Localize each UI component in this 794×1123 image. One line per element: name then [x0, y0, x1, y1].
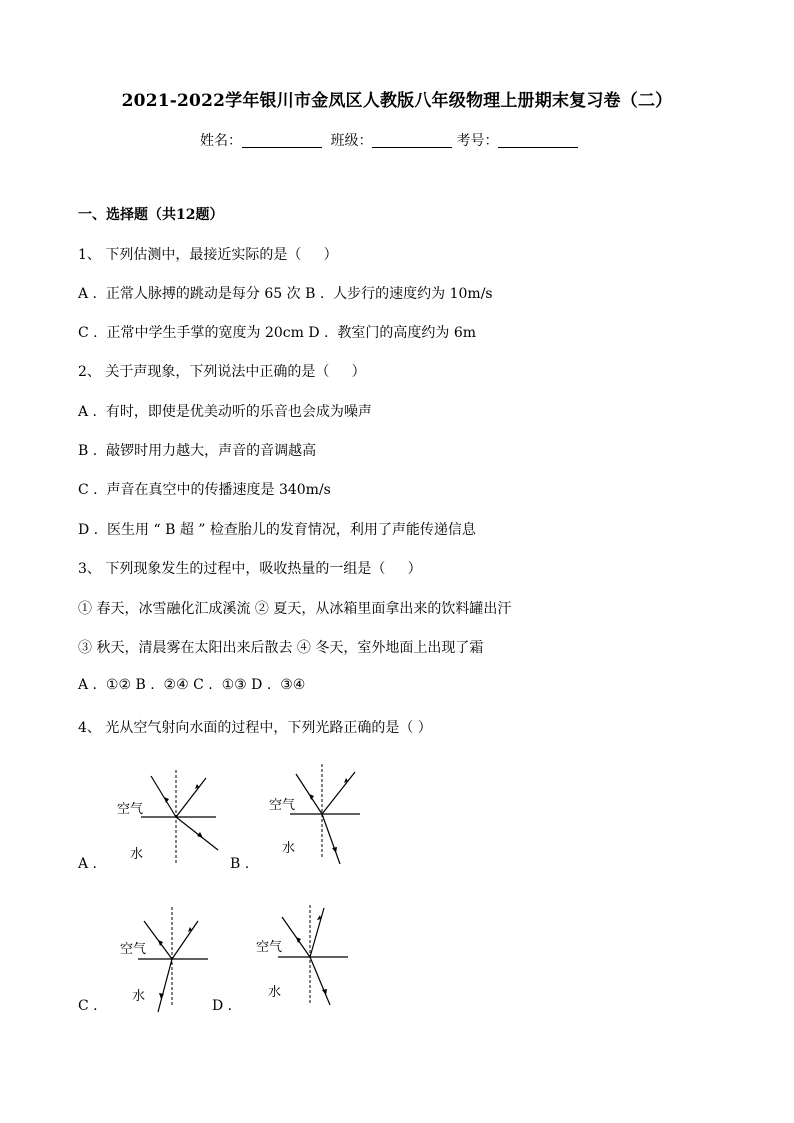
name-blank[interactable] [242, 133, 322, 148]
q4-option-c: C . [78, 998, 98, 1014]
q3-options: A . ①② B . ②④ C . ①③ D . ③④ [78, 677, 306, 693]
q2-option-d: D . 医生用 “ B 超 ” 检查胎儿的发育情况，利用了声能传递信息 [78, 522, 476, 538]
q1-options-cd: C . 正常中学生手掌的宽度为 20cm D . 教室门的高度约为 6m [78, 325, 477, 341]
class-blank[interactable] [372, 133, 452, 148]
section-heading: 一、选择题（共12题） [78, 207, 224, 223]
diagram-b [260, 764, 380, 874]
q1-options-ab: A . 正常人脉搏的跳动是每分 65 次 B . 人步行的速度约为 10m/s [78, 286, 493, 302]
reflected-ray [176, 778, 206, 817]
page-title: 2021-2022学年银川市金凤区人教版八年级物理上册期末复习卷（二） [121, 91, 673, 111]
q1-stem: 1、 下列估测中，最接近实际的是（ ） [78, 247, 338, 263]
name-label: 姓名： [200, 133, 242, 149]
exam-no-blank[interactable] [498, 133, 578, 148]
water-label: 水 [268, 985, 282, 1000]
q2-option-c: C . 声音在真空中的传播速度是 340m/s [78, 482, 331, 498]
water-label: 水 [130, 847, 144, 862]
refracted-ray [176, 817, 218, 850]
q4-option-a: A . [78, 856, 98, 872]
q3-items-1: ① 春天，冰雪融化汇成溪流 ② 夏天，从冰箱里面拿出来的饮料罐出汗 [78, 601, 512, 617]
arrow-icon [164, 797, 169, 803]
air-label: 空气 [117, 802, 144, 817]
student-info-row [200, 130, 582, 150]
refracted-ray [310, 957, 330, 1005]
water-label: 水 [282, 841, 296, 856]
reflected-ray [172, 921, 198, 959]
air-label: 空气 [269, 798, 296, 813]
incident-ray [151, 776, 176, 817]
q3-stem: 3、 下列现象发生的过程中，吸收热量的一组是（ ） [78, 561, 422, 577]
exam-no-label: 考号： [456, 133, 499, 149]
q3-items-2: ③ 秋天，清晨雾在太阳出来后散去 ④ 冬天，室外地面上出现了霜 [78, 640, 484, 656]
diagram-c [108, 907, 228, 1017]
air-label: 空气 [120, 942, 147, 957]
arrow-icon [322, 989, 327, 995]
air-label: 空气 [256, 940, 283, 955]
q4-stem: 4、 光从空气射向水面的过程中，下列光路正确的是（ ） [78, 720, 432, 736]
arrow-icon [159, 993, 164, 999]
reflected-ray [310, 908, 324, 957]
q2-stem: 2、 关于声现象，下列说法中正确的是（ ） [78, 364, 366, 380]
refracted-ray [322, 814, 340, 864]
water-label: 水 [132, 989, 146, 1004]
class-label: 班级： [330, 133, 373, 149]
q4-option-d: D . [212, 998, 233, 1014]
q4-option-b: B . [230, 856, 250, 872]
diagram-a [108, 770, 228, 870]
refracted-ray [158, 959, 172, 1012]
diagram-d [250, 905, 370, 1015]
arrow-icon [197, 832, 203, 838]
q2-option-b: B . 敲锣时用力越大，声音的音调越高 [78, 443, 317, 459]
q2-option-a: A . 有时，即使是优美动听的乐音也会成为噪声 [78, 404, 372, 420]
reflected-ray [322, 772, 355, 814]
arrow-icon [309, 794, 314, 800]
